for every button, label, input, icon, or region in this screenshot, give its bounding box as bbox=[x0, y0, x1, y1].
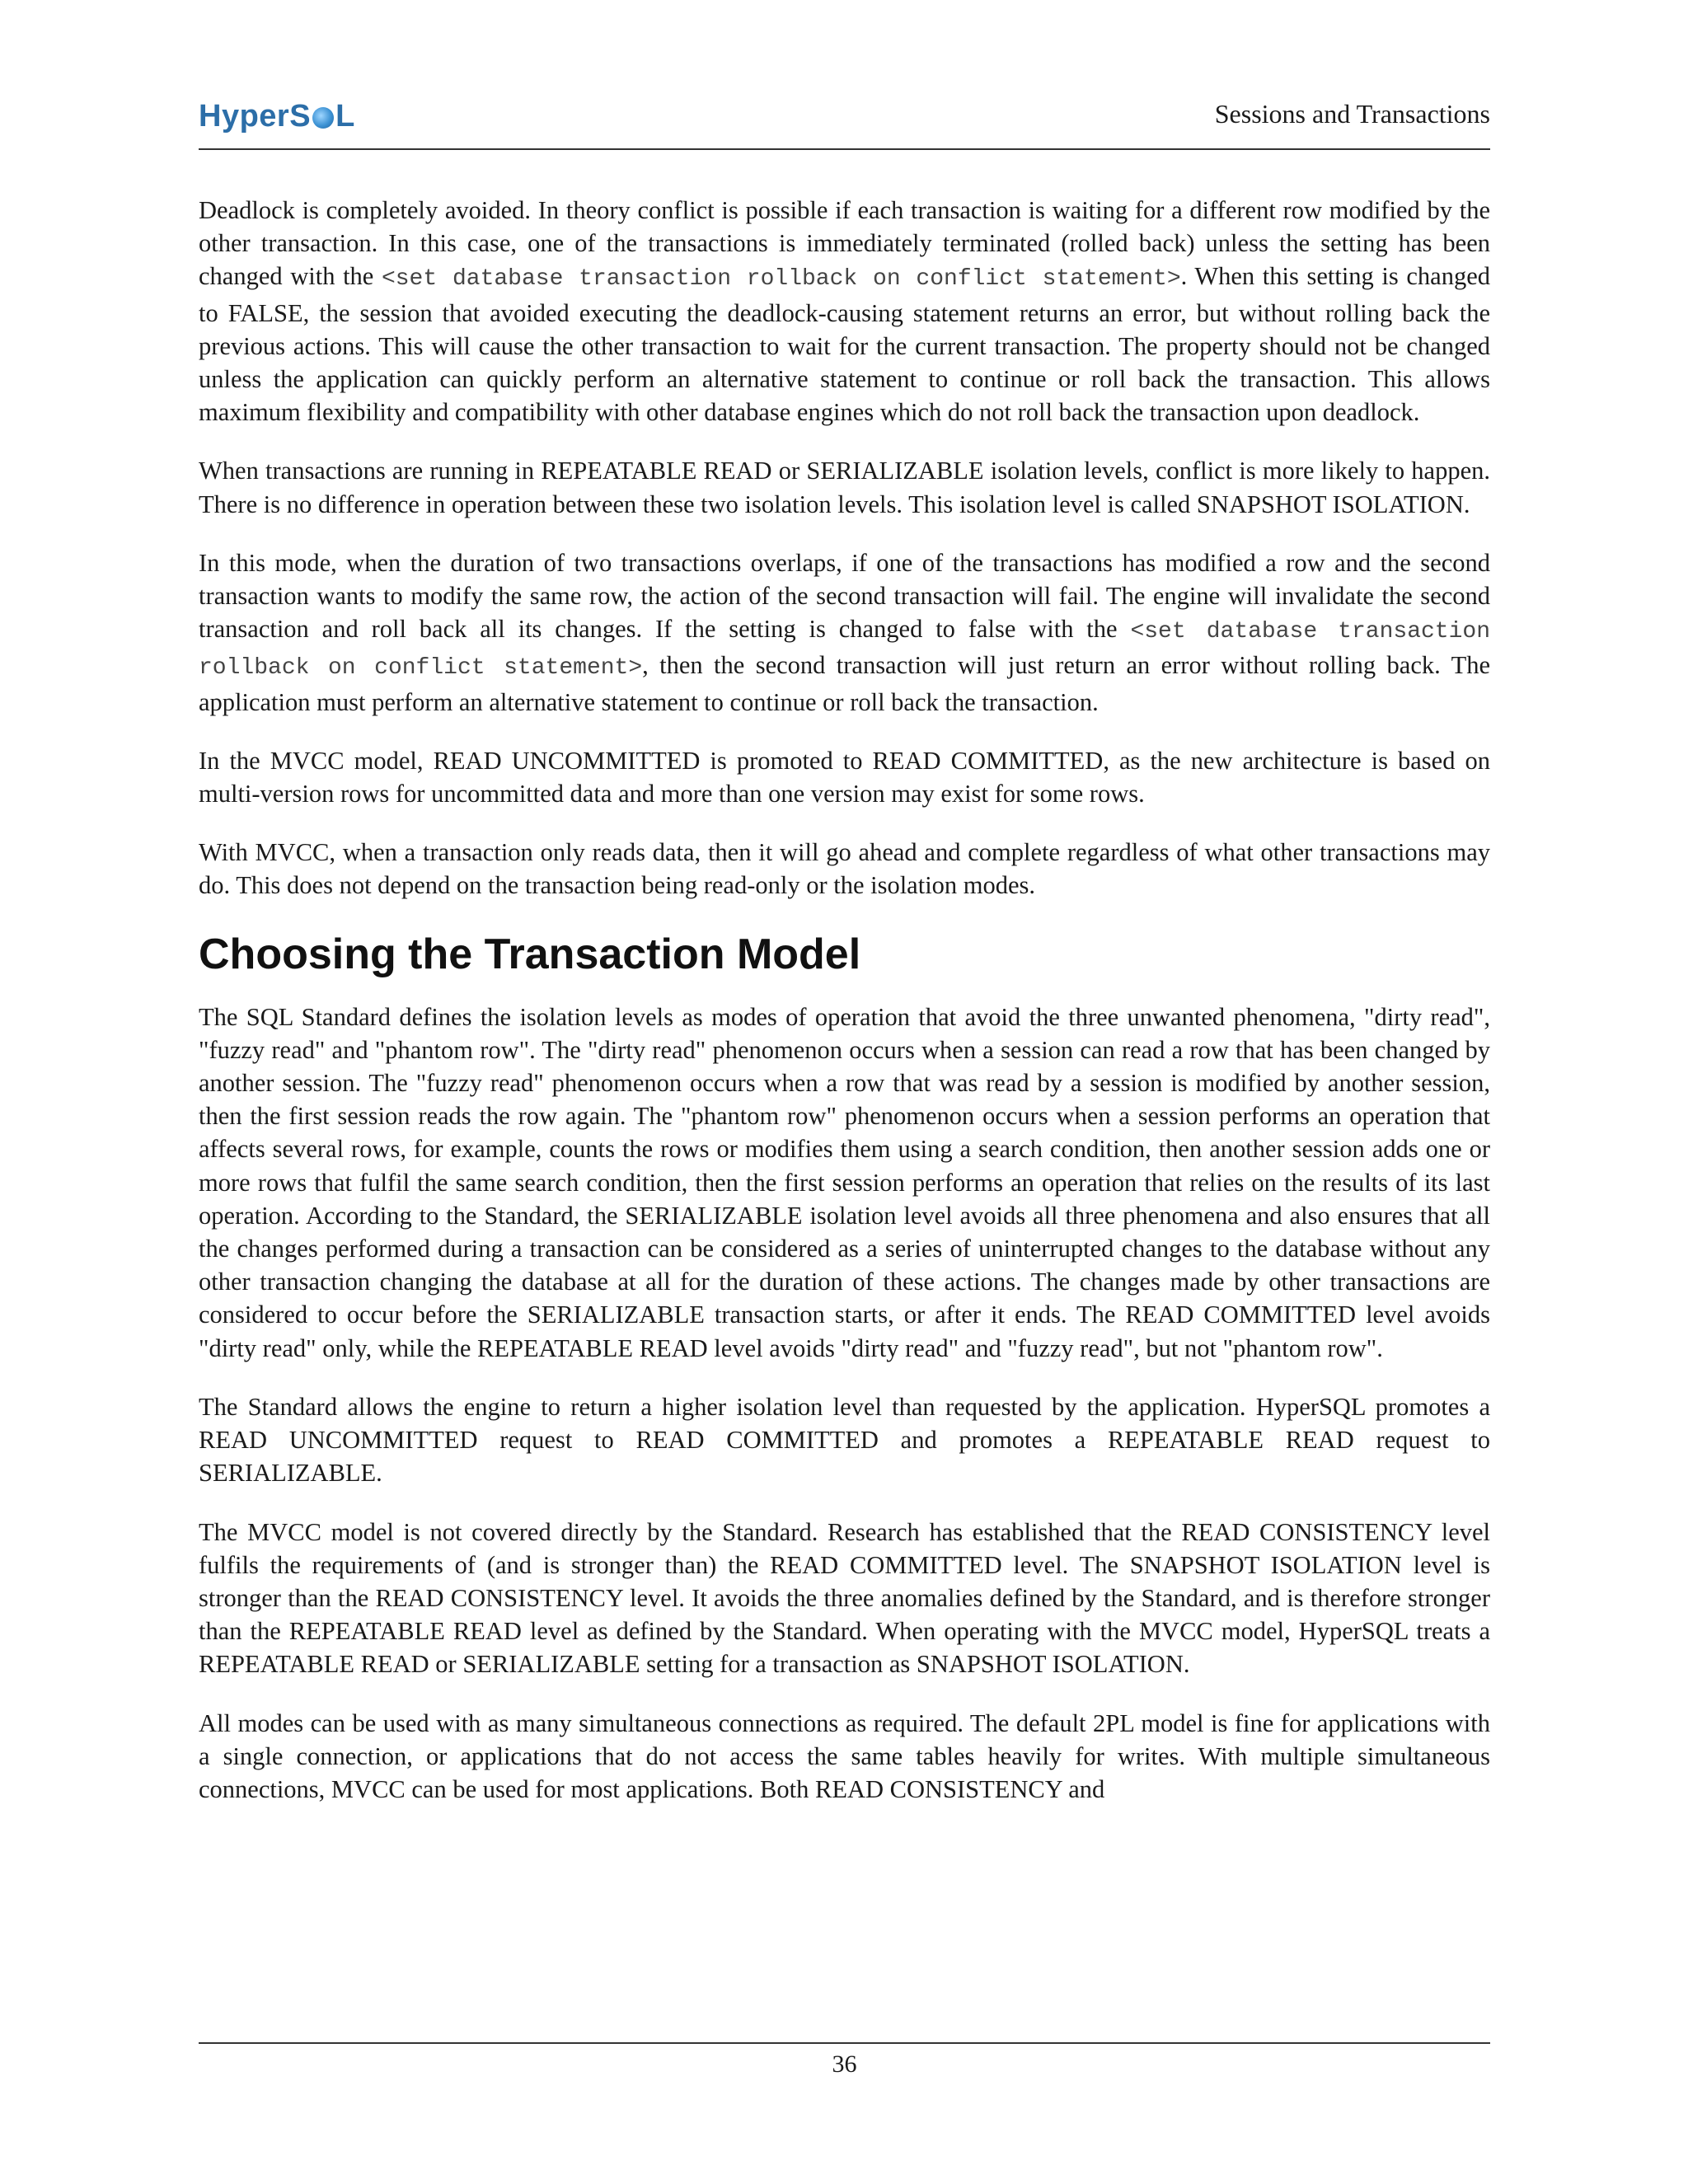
paragraph-mvcc-read-only: With MVCC, when a transaction only reads data, then it will go ahead and complete regardless of what other transactions may do. This does not depend on the transaction being read-only or the isolation modes. bbox=[199, 838, 1490, 900]
paragraph-all-modes: All modes can be used with as many simultaneous connections as required. The default 2PL model is fine for applications with a single connection, or applications that do not access the same tables heavily for writes. With multiple simultaneous connections, MVCC can be used for most applications. Both READ CONSISTENCY and bbox=[199, 1708, 1490, 1803]
inline-code: <set database transaction rollback on conflict statement> bbox=[199, 619, 1491, 682]
running-header-title: Sessions and Transactions bbox=[1214, 99, 1490, 129]
paragraph-text: Deadlock is completely avoided. In theory conflict is possible if each transaction is waiting for a different row modified by the other transaction. In this case, one of the transactions is immediately terminated (rolled back) unless the setting has been changed with the bbox=[199, 196, 1490, 291]
paragraph-overlap-mode bbox=[199, 546, 1490, 719]
paragraph-sql-standard: The SQL Standard defines the isolation levels as modes of operation that avoid the three unwanted phenomena, "dirty read", "fuzzy read" and "phantom row". The "dirty read" phenomenon occurs when a session can read a row that has been changed by another session. The "fuzzy read" phenomenon occurs when a row that was read by a session is modified by another session, then the first session reads the row again. The "phantom row" phenomenon occurs when a session performs an operation that affects several rows, for example, counts the rows or modifies them using a search condition, then another session adds one or more rows that fulfil the same search condition, then the first session performs an operation that relies on the results of its last operation. According to the Standard, the SERIALIZABLE isolation level avoids all three phenomena and also ensures that all the changes performed during a transaction can be considered as a series of uninterrupted changes to the database without any other transaction changing the database at all for the duration of these actions. The changes made by other transactions are considered to occur before the SERIALIZABLE transaction starts, or after it ends. The READ COMMITTED level avoids "dirty read" only, while the REPEATABLE READ level avoids "dirty read" and "fuzzy read", but not "phantom row". bbox=[199, 1002, 1490, 1362]
paragraph-isolation-levels: When transactions are running in REPEATABLE READ or SERIALIZABLE isolation levels, conflict is more likely to happen. There is no difference in operation between these two isolation levels. This isolation level is called SNAPSHOT ISOLATION. bbox=[199, 457, 1490, 518]
section-heading: Choosing the Transaction Model bbox=[199, 930, 861, 978]
page-body bbox=[199, 194, 1490, 1831]
logo-text-prefix: HyperS bbox=[199, 99, 312, 134]
page-footer bbox=[199, 2042, 1490, 2079]
paragraph-text: . When this setting is changed to FALSE, the session that avoided executing the deadlock-causing statement returns an error, but without rolling back the previous actions. This will cause the other transaction to wait for the current transaction. The property should not be changed unless the application can quickly perform an alternative statement to continue or roll back the transaction. This allows maximum flexibility and compatibility with other database engines which do not roll back the transaction upon deadlock. bbox=[199, 262, 1490, 427]
magnifier-q-icon bbox=[312, 107, 334, 129]
paragraph-text: In this mode, when the duration of two transactions overlaps, if one of the transactions has modified a row and the second transaction wants to modify the same row, the action of the second transaction will fail. The engine will invalidate the second transaction and roll back all its changes. If the setting is changed to false with the bbox=[199, 548, 1490, 644]
paragraph-deadlock bbox=[199, 194, 1490, 429]
paragraph-higher-isolation: The Standard allows the engine to return a higher isolation level than requested by the application. HyperSQL promotes a READ UNCOMMITTED request to READ COMMITTED and promotes a REPEATABLE READ request to SERIALIZABLE. bbox=[199, 1392, 1490, 1488]
paragraph-mvcc-standard: The MVCC model is not covered directly by the Standard. Research has established that the READ CONSISTENCY level fulfils the requirements of (and is stronger than) the READ COMMITTED level. The SNAPSHOT ISOLATION level is stronger than the READ CONSISTENCY level. It avoids the three anomalies defined by the Standard, and is therefore stronger than the REPEATABLE READ level as defined by the Standard. When operating with the MVCC model, HyperSQL treats a REPEATABLE READ or SERIALIZABLE setting for a transaction as SNAPSHOT ISOLATION. bbox=[199, 1517, 1490, 1679]
page-header bbox=[199, 89, 1490, 150]
inline-code: <set database transaction rollback on conflict statement> bbox=[381, 266, 1181, 293]
hypersql-logo bbox=[199, 99, 355, 134]
paragraph-mvcc-read-uncommitted: In the MVCC model, READ UNCOMMITTED is promoted to READ COMMITTED, as the new architecture is based on multi-version rows for uncommitted data and more than one version may exist for some rows. bbox=[199, 746, 1490, 808]
paragraph-text: , then the second transaction will just return an error without rolling back. The application must perform an alternative statement to continue or roll back the transaction. bbox=[199, 651, 1490, 716]
logo-text-suffix: L bbox=[335, 99, 355, 134]
page-number: 36 bbox=[832, 2050, 857, 2078]
